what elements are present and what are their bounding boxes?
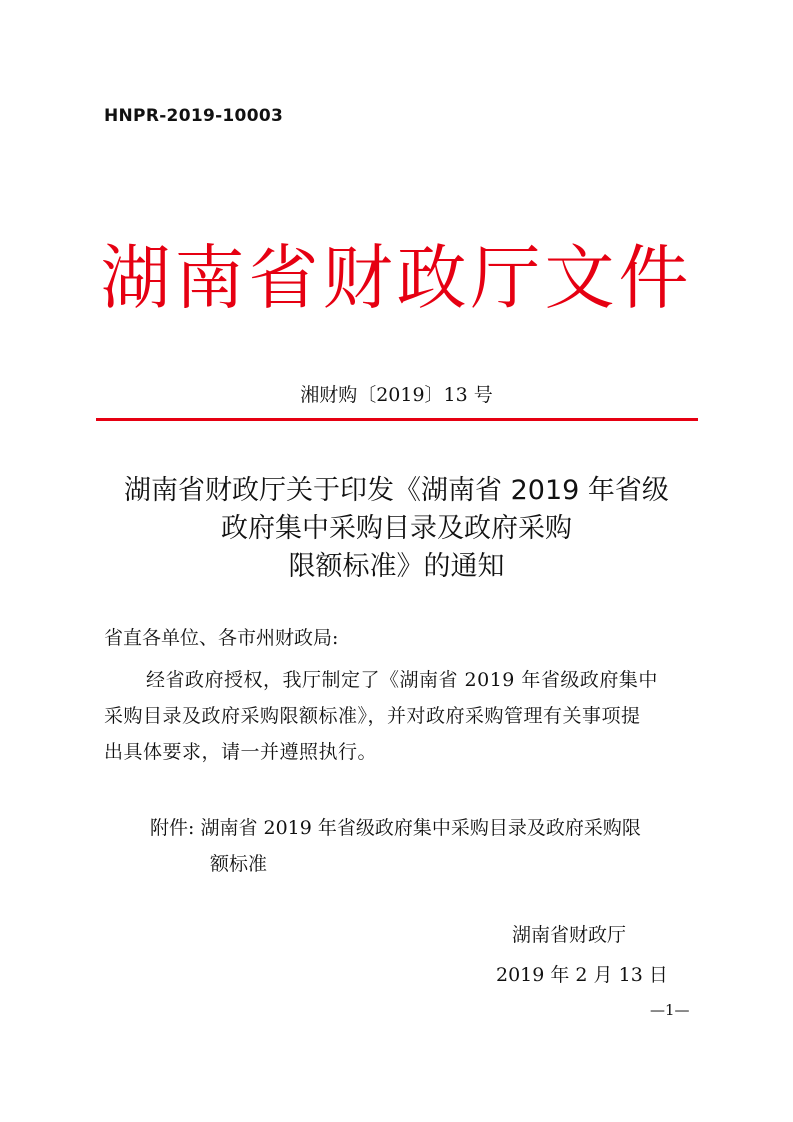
salutation: 省直各单位、各市州财政局: [104,627,339,649]
body-line-2: 采购目录及政府采购限额标准》，并对政府采购管理有关事项提 [104,705,641,727]
document-header: 湖南省财政厅文件 [100,237,693,319]
document-number: 湘财购〔2019〕13 号 [300,384,493,406]
body-line-1: 经省政府授权，我厅制定了《湖南省 2019 年省级政府集中 [146,669,658,691]
document-code: HNPR-2019-10003 [104,106,284,126]
attachment-note [150,810,695,882]
page-number: —1— [650,1001,690,1019]
title-line-1: 湖南省财政厅关于印发《湖南省 2019 年省级 [124,475,669,506]
body-line-3: 出具体要求，请一并遵照执行。 [104,741,378,763]
title-line-3: 限额标准》的通知 [288,551,505,582]
attachment-line-1: 附件: 湖南省 2019 年省级政府集中采购目录及政府采购限 [150,817,641,839]
attachment-line-2: 额标准 [210,853,268,875]
signer: 湖南省财政厅 [512,924,627,946]
body-paragraph [104,662,694,770]
document-title [0,472,793,586]
title-line-2: 政府集中采购目录及政府采购 [221,513,572,544]
signature-date: 2019 年 2 月 13 日 [496,964,668,986]
red-divider-line [96,418,698,421]
